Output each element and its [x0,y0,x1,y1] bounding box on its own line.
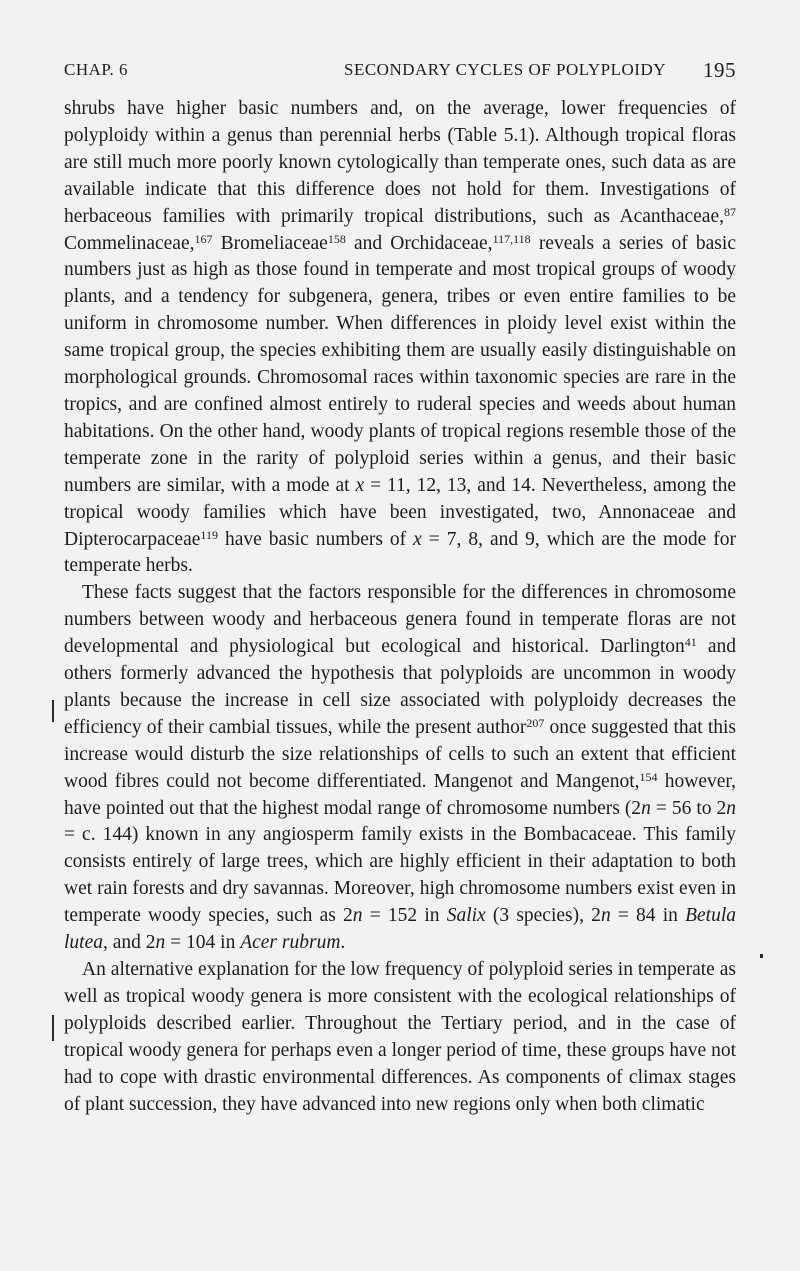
italic-text: n [726,797,736,819]
text-run: = 7, 8, and 9, which are the mode for temperate herbs. [64,528,736,577]
paragraph [64,580,736,957]
text-run: = 56 to 2 [650,797,727,819]
reference-number: 117,118 [492,231,531,246]
text-run: Bromeliaceae [212,232,328,254]
text-run: An alternative explanation for the low frequency of polyploid series in temperate as well as tropical woody genera is more consistent with the ecological relationships of polyploids described earlier. Throughout the Tertiary period, and in the case of tropical woody genera for perhaps even a longer period of time, these groups have not had to cope with drastic environmental differences. As components of climax stages of plant succession, they have advanced into new regions only when both climatic [64,959,736,1115]
italic-text: x [355,474,365,496]
text-run: shrubs have higher basic numbers and, on the average, lower frequencies of polyploidy within a genus than perennial herbs (Table 5.1). Although tropical floras are still much more poorly known cytologically than temperate ones, such data as are available indicate that this difference does not hold for them. Investigations of herbaceous families with primarily tropical distributions, such as Acanthaceae, [64,98,736,227]
reference-number: 87 [724,204,736,219]
text-run: , and 2 [103,932,156,954]
paragraph [64,957,736,1118]
text-run: = c. 144) known in any angiosperm family exists in the Bombacaceae. This family consists entirely of large trees, which are highly efficient in their adaptation to both wet rain forests and dry savannas. Moreover, high chromosome numbers exist even in temperate woody species, such as 2 [64,824,736,927]
reference-number: 154 [639,769,658,784]
running-title: SECONDARY CYCLES OF POLYPLOIDY [344,60,667,79]
reference-number: 41 [684,635,697,650]
italic-text: x [413,528,422,550]
reference-number: 207 [526,715,545,730]
italic-text: Acer rubrum [240,932,341,954]
italic-text: Salix [446,905,486,927]
text-run: however, have pointed out that the highest modal range of chromosome numbers (2 [64,770,737,819]
text-run: and Orchidaceae, [345,232,493,254]
italic-text: n [155,932,166,954]
text-run: have basic numbers of [217,528,414,550]
running-header [64,60,736,86]
margin-mark [52,700,54,722]
chapter-label: CHAP. 6 [64,60,128,79]
reference-number: 167 [194,231,213,246]
text-run: and others formerly advanced the hypothesis that polyploids are uncommon in woody plants because the increase in cell size associated with polyploidy decreases the efficiency of their cambial tissues, while the present author [64,636,736,738]
text-run: These facts suggest that the factors responsible for the differences in chromosome numbers between woody and herbaceous genera found in temperate floras are not developmental and physiological but ecological and historical. Darlington [64,582,736,658]
text-run: (3 species), 2 [485,905,601,927]
reference-number: 119 [200,527,218,542]
reference-number: 158 [327,231,346,246]
text-run: = 152 in [362,905,447,927]
text-run: once suggested that this increase would disturb the size relationships of cells to such an extent that efficient wood fibres could not become differentiated. Mangenot and Mangenot, [64,716,736,792]
paragraph [64,96,736,580]
body-text [64,96,736,1118]
page-number: 195 [703,58,736,82]
text-run: Commelinaceae, [64,232,195,254]
margin-mark [760,954,763,958]
text-run: = 11, 12, 13, and 14. Nevertheless, among the tropical woody families which have been investigated, two, Annonaceae and Dipterocarpaceae [64,474,736,550]
text-run: reveals a series of basic numbers just as high as those found in temperate and most tropical groups of woody plants, and a tendency for subgenera, genera, tribes or even entire families to be uniform in chromosome number. When differences in ploidy level exist within the same tropical group, the species exhibiting them are usually easily distinguishable on morphological grounds. Chromosomal races within taxonomic species are rare in the tropics, and are confined almost entirely to ruderal species and weeds about human habitations. On the other hand, woody plants of tropical regions resemble those of the temperate zone in the rarity of polyploid series within a genus, and their basic numbers are similar, with a mode at [64,232,736,496]
italic-text: Betula lutea [64,905,736,954]
italic-text: n [352,905,363,927]
italic-text: n [600,905,611,927]
text-run: = 104 in [165,932,241,954]
text-run: . [340,932,346,954]
italic-text: n [641,797,651,819]
margin-mark [52,1015,54,1041]
text-run: = 84 in [610,905,686,927]
